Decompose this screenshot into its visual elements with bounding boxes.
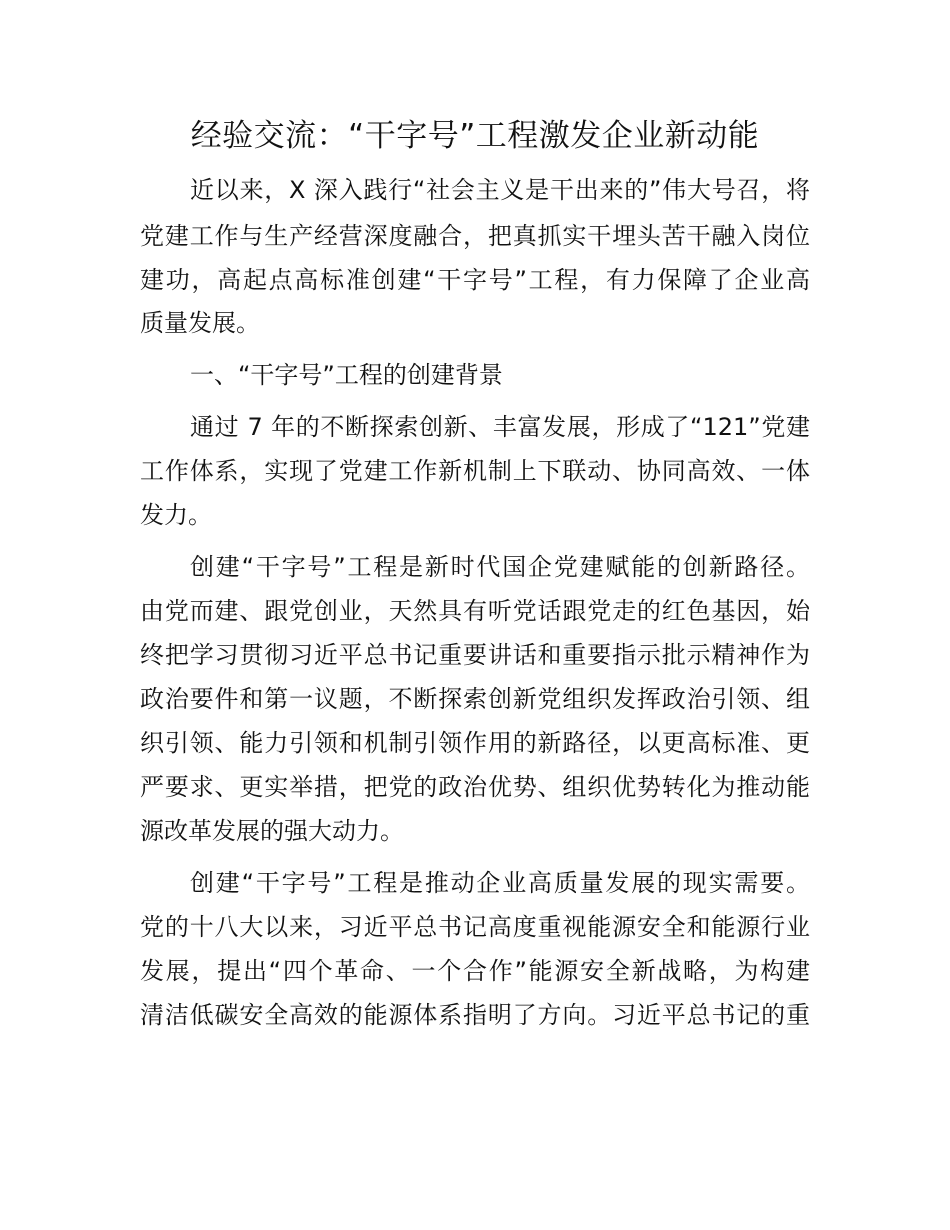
paragraph-line: 创建“干字号”工程是推动企业高质量发展的现实需要。 [190, 869, 810, 897]
paragraph-line: 近以来，X 深入践行“社会主义是干出来的”伟大号召，将 [190, 176, 810, 204]
paragraph-line: 终把学习贯彻习近平总书记重要讲话和重要指示批示精神作为 [140, 641, 810, 669]
paragraph-line: 政治要件和第一议题，不断探索创新党组织发挥政治引领、组 [140, 685, 810, 713]
paragraph-line: 党建工作与生产经营深度融合，把真抓实干埋头苦干融入岗位 [140, 222, 810, 250]
section-heading: 一、“干字号”工程的创建背景 [190, 361, 503, 389]
paragraph-line: 发展，提出“四个革命、一个合作”能源安全新战略，为构建 [140, 957, 810, 985]
paragraph-line: 工作体系，实现了党建工作新机制上下联动、协同高效、一体 [140, 457, 810, 485]
paragraph-line: 发力。 [140, 501, 212, 529]
paragraph-line: 由党而建、跟党创业，天然具有听党话跟党走的红色基因，始 [140, 597, 810, 625]
paragraph-line: 建功，高起点高标准创建“干字号”工程，有力保障了企业高 [140, 266, 810, 294]
paragraph-line: 创建“干字号”工程是新时代国企党建赋能的创新路径。 [190, 553, 810, 581]
paragraph-line: 党的十八大以来，习近平总书记高度重视能源安全和能源行业 [140, 913, 810, 941]
paragraph-line: 质量发展。 [140, 309, 260, 337]
paragraph-line: 严要求、更实举措，把党的政治优势、组织优势转化为推动能 [140, 773, 810, 801]
paragraph-line: 织引领、能力引领和机制引领作用的新路径，以更高标准、更 [140, 729, 810, 757]
document-title: 经验交流：“干字号”工程激发企业新动能 [190, 118, 760, 154]
paragraph-line: 源改革发展的强大动力。 [140, 817, 404, 845]
paragraph-line: 通过 7 年的不断探索创新、丰富发展，形成了“121”党建 [190, 413, 810, 441]
paragraph-line: 清洁低碳安全高效的能源体系指明了方向。习近平总书记的重 [140, 1001, 810, 1029]
